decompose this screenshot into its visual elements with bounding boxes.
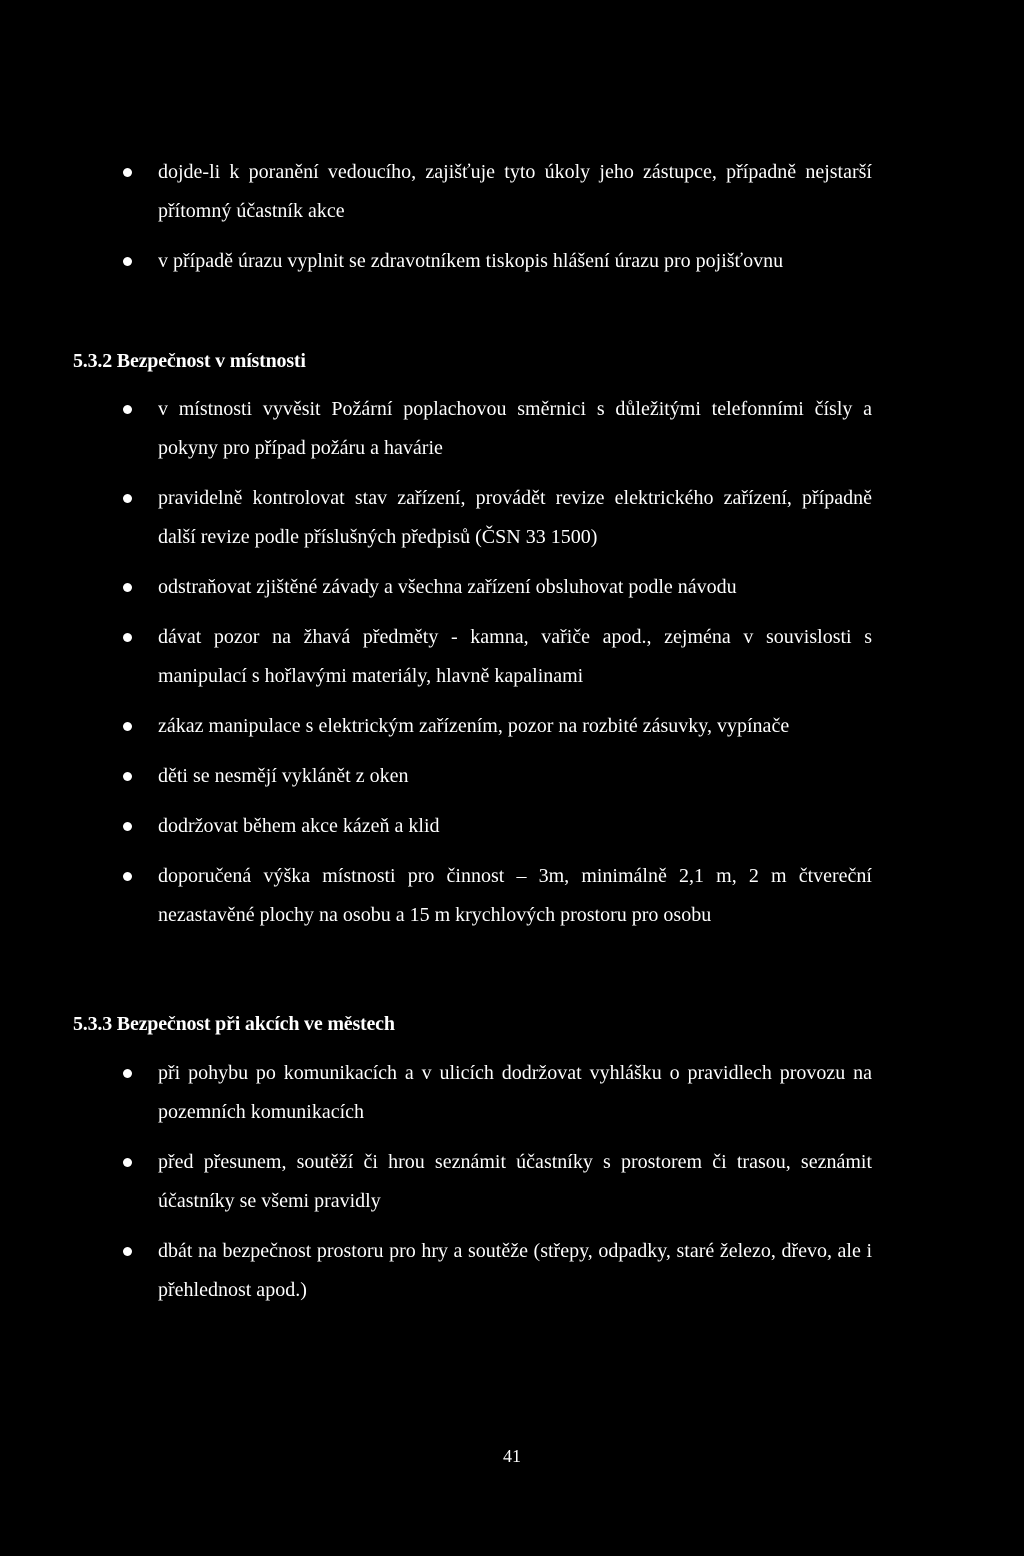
list-item — [0, 707, 872, 746]
bullet-icon — [123, 494, 132, 503]
list-item — [0, 807, 872, 846]
list-item-text: při pohybu po komunikacích a v ulicích dodržovat vyhlášku o pravidlech provozu na pozemních komunikacích — [158, 1062, 872, 1123]
list-item — [0, 242, 872, 281]
list-item-text: v případě úrazu vyplnit se zdravotníkem tiskopis hlášení úrazu pro pojišťovnu — [158, 250, 784, 272]
bullet-icon — [123, 405, 132, 414]
section-5-3-3-bullet-list — [0, 1054, 1024, 1321]
list-item-text: dodržovat během akce kázeň a klid — [158, 815, 440, 837]
list-item-text: v místnosti vyvěsit Požární poplachovou směrnici s důležitými telefonními čísly a pokyny pro případ požáru a havárie — [158, 398, 872, 459]
list-item-text: před přesunem, soutěží či hrou seznámit účastníky s prostorem či trasou, seznámit účastníky se všemi pravidly — [158, 1151, 872, 1212]
bullet-icon — [123, 722, 132, 731]
list-item-text: děti se nesmějí vyklánět z oken — [158, 765, 409, 787]
list-item-text: odstraňovat zjištěné závady a všechna zařízení obsluhovat podle návodu — [158, 576, 737, 598]
bullet-icon — [123, 872, 132, 881]
list-item — [0, 390, 872, 468]
bullet-icon — [123, 633, 132, 642]
bullet-icon — [123, 822, 132, 831]
list-item — [0, 618, 872, 696]
bullet-icon — [123, 1069, 132, 1078]
list-item — [0, 1143, 872, 1221]
section-heading-5-3-3: 5.3.3 Bezpečnost při akcích ve městech — [73, 1013, 395, 1035]
list-item-text: doporučená výška místnosti pro činnost – 3m, minimálně 2,1 m, 2 m čtvereční nezastavěné plochy na osobu a 15 m krychlových prostoru pro osobu — [158, 865, 872, 926]
list-item — [0, 1054, 872, 1132]
list-item-text: dojde-li k poranění vedoucího, zajišťuje tyto úkoly jeho zástupce, případně nejstarší přítomný účastník akce — [158, 161, 872, 222]
list-item — [0, 857, 872, 935]
list-item-text: dávat pozor na žhavá předměty - kamna, vařiče apod., zejména v souvislosti s manipulací s hořlavými materiály, hlavně kapalinami — [158, 626, 872, 687]
list-item — [0, 479, 872, 557]
bullet-icon — [123, 1247, 132, 1256]
bullet-icon — [123, 1158, 132, 1167]
bullet-icon — [123, 772, 132, 781]
section-heading-5-3-2: 5.3.2 Bezpečnost v místnosti — [73, 350, 306, 372]
bullet-icon — [123, 257, 132, 266]
list-item-text: zákaz manipulace s elektrickým zařízením, pozor na rozbité zásuvky, vypínače — [158, 715, 790, 737]
list-item — [0, 568, 872, 607]
section-5-3-2-bullet-list — [0, 390, 1024, 946]
intro-bullet-list — [0, 153, 1024, 292]
list-item — [0, 1232, 872, 1310]
bullet-icon — [123, 168, 132, 177]
list-item — [0, 757, 872, 796]
list-item — [0, 153, 872, 231]
bullet-icon — [123, 583, 132, 592]
list-item-text: dbát na bezpečnost prostoru pro hry a soutěže (střepy, odpadky, staré železo, dřevo, ale i přehlednost apod.) — [158, 1240, 872, 1301]
page-number: 41 — [503, 1446, 521, 1466]
list-item-text: pravidelně kontrolovat stav zařízení, provádět revize elektrického zařízení, případně další revize podle příslušných předpisů (ČSN 33 1500) — [158, 487, 872, 548]
